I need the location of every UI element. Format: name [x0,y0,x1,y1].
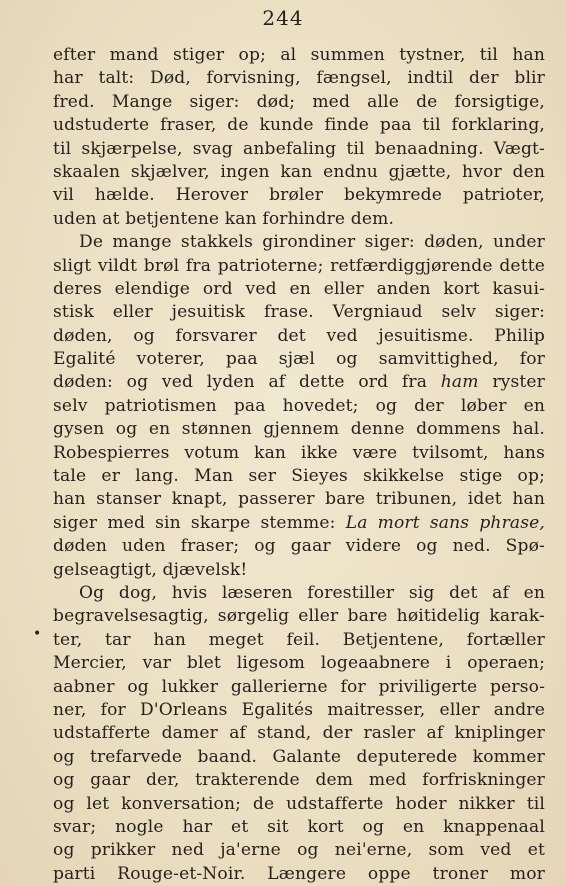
text-line: Og dog, hvis læseren forestiller sig det af en [79,582,545,603]
text-line: begravelsesagtig, sørgelig eller bare høitidelig karak- [53,606,545,627]
text-line: uden at betjentene kan forhindre dem. [53,208,395,229]
text-line: tale er lang. Man ser Sieyes skikkelse stige op; [53,466,545,487]
text-line: efter mand stiger op; al summen tystner, til han [53,45,545,65]
text-line: stisk eller jesuitisk frase. Vergniaud selv siger: [53,302,545,323]
text-segment: siger med sin skarpe stemme: [53,512,346,533]
text-line: sligt vildt brøl fra patrioterne; retfærdiggjørende dette [53,255,545,276]
text-line: og let konversation; de udstafferte hoder nikker til [53,793,545,814]
text-line: selv patriotismen paa hovedet; og der løber en [53,395,545,416]
text-line: Robespierres votum kan ikke være tvilsomt, hans [53,442,545,463]
text-line: udstuderte fraser, de kunde finde paa til forklaring, [53,115,545,136]
text-line: døden uden fraser; og gaar videre og ned. Spø- [53,536,545,557]
text-line: gelseagtigt, djævelsk! [53,559,248,580]
text-line: svar; nogle har et sit kort og en knappenaal [53,816,545,837]
text-line: parti Rouge-et-Noir. Længere oppe troner mor [53,863,545,884]
page-number: 244 [262,6,304,30]
italic-phrase: La mort sans phrase, [345,512,545,533]
text-line: gysen og en stønnen gjennem denne dommens hal. [53,419,545,440]
text-line: fred. Mange siger: død; med alle de forsigtige, [53,91,545,112]
text-line: De mange stakkels girondiner siger: døden, under [79,232,545,253]
text-line: har talt: Død, forvisning, fængsel, indtil der blir [53,68,545,89]
text-line: aabner og lukker gallerierne for priviligerte perso- [53,676,545,697]
text-line: deres elendige ord ved en eller anden kort kasui- [53,278,545,299]
text-line: vil hælde. Herover brøler bekymrede patrioter, [53,185,545,206]
text-line: ter, tar han meget feil. Betjentene, fortæller [53,629,545,650]
body-text [53,44,545,886]
text-line: skaalen skjælver, ingen kan endnu gjætte, hvor den [53,161,545,182]
text-line: Mercier, var blet ligesom logeaabnere i operaen; [53,653,545,674]
italic-phrase: ham [440,372,479,393]
text-segment: døden: og ved lyden af dette ord fra [53,372,441,393]
text-line: udstafferte damer af stand, der rasler af kniplinger [53,723,545,744]
text-line: Egalité voterer, paa sjæl og samvittighed, for [53,349,545,370]
text-line: og prikker ned ja'erne og nei'erne, som ved et [53,840,545,861]
margin-mark: • [33,626,42,642]
text-line: døden, og forsvarer det ved jesuitisme. Philip [53,325,545,346]
text-line: til skjærpelse, svag anbefaling til benaadning. Vægt- [53,138,545,159]
text-line: og gaar der, trakterende dem med forfriskninger [53,770,545,791]
text-line [53,371,545,394]
text-line: og trefarvede baand. Galante deputerede kommer [53,746,545,767]
text-line: ner, for D'Orleans Egalités maitresser, eller andre [53,699,545,720]
text-line: han stanser knapt, passerer bare tribunen, idet han [53,489,545,510]
text-line [53,512,545,535]
text-segment: ryster [478,372,545,393]
